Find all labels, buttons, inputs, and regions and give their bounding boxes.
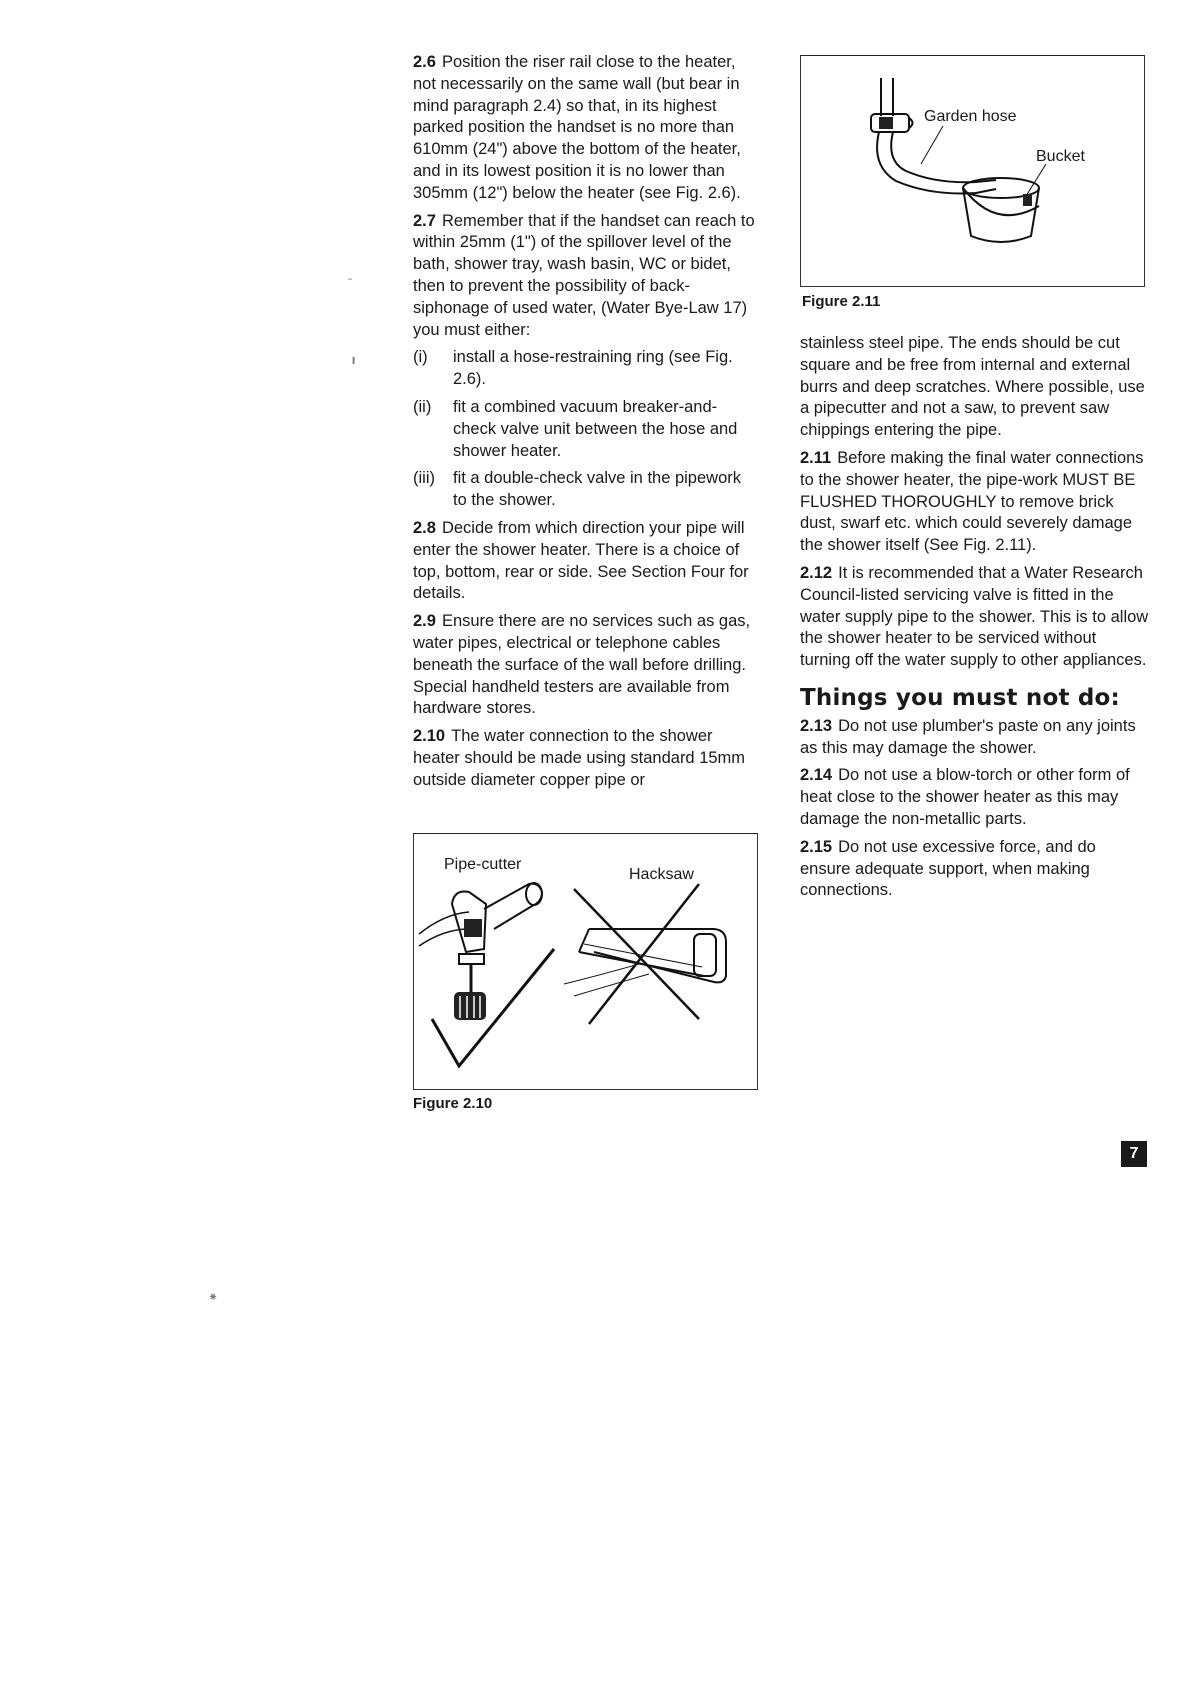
paragraph-text: Before making the final water connections to the shower heater, the pipe-work MUST BE FLUSHED THOROUGHLY to remove brick dust, swarf etc. which could severely damage the shower itself (See Fig. 2.11).	[800, 448, 1144, 555]
paragraph-number: 2.12	[800, 563, 833, 582]
paragraph-2-11	[800, 448, 1150, 557]
paragraph-text: Do not use excessive force, and do ensure adequate support, when making connections.	[800, 837, 1096, 900]
paragraph-text: Decide from which direction your pipe will enter the shower heater. There is a choice of top, bottom, rear or side. See Section Four for details.	[413, 518, 749, 603]
section-heading: Things you must not do:	[800, 684, 1120, 711]
paragraph-number: 2.10	[413, 727, 446, 746]
paragraph-2-12	[800, 563, 1150, 672]
list-marker: (ii)	[413, 397, 432, 416]
page-number-badge: 7	[1121, 1141, 1147, 1167]
paragraph-text: It is recommended that a Water Research Council-listed servicing valve is fitted in the water supply pipe to the shower. This is to allow the shower heater to be serviced without turning off the water supply to other appliances.	[800, 563, 1149, 670]
paragraph-number: 2.6	[413, 53, 436, 71]
garden-hose-label: Garden hose	[924, 108, 1017, 125]
right-column	[800, 333, 1150, 908]
left-column	[413, 52, 758, 798]
paragraph-number: 2.9	[413, 612, 436, 631]
paragraph-text: Ensure there are no services such as gas, water pipes, electrical or telephone cables beneath the surface of the wall before drilling. Special handheld testers are available from hardware stores.	[413, 612, 751, 718]
figure-2-11-caption: Figure 2.11	[802, 293, 881, 310]
paragraph-text: Remember that if the handset can reach to within 25mm (1") of the spillover level of the bath, shower tray, wash basin, WC or bidet, then to prevent the possibility of back-siphonage of used water, (Water Bye-Law 17) you must either:	[413, 211, 755, 339]
list-item	[413, 397, 758, 462]
hacksaw-label: Hacksaw	[629, 866, 694, 883]
paragraph-text: Do not use plumber's paste on any joints as this may damage the shower.	[800, 716, 1136, 757]
paragraph-2-15	[800, 837, 1150, 902]
list-text: install a hose-restraining ring (see Fig. 2.6).	[453, 348, 733, 389]
paragraph-number: 2.11	[800, 448, 832, 467]
list-marker: (i)	[413, 348, 428, 367]
pipe-cutter-vs-hacksaw-illustration	[414, 834, 757, 1089]
paragraph-text: Position the riser rail close to the heater, not necessarily on the same wall (but bear in mind paragraph 2.4) so that, in its highest parked position the handset is no more than 610mm (24") above the bottom of the heater, and in its lowest position it is no lower than 305mm (12") below the heater (see Fig. 2.6).	[413, 53, 741, 202]
bucket-label: Bucket	[1036, 148, 1085, 165]
paragraph-number: 2.13	[800, 716, 833, 735]
figure-2-10-caption: Figure 2.10	[413, 1095, 493, 1112]
scan-mark: ╻	[350, 350, 358, 364]
paragraph-2-13	[800, 716, 1150, 760]
scan-mark: ˗	[348, 270, 352, 284]
paragraph-2-14	[800, 765, 1150, 830]
figure-2-10	[413, 833, 758, 1090]
paragraph-continuation: stainless steel pipe. The ends should be cut square and be free from internal and external burrs and deep scratches. Where possible, use a pipecutter and not a saw, to prevent saw chippings entering the pipe.	[800, 334, 1145, 440]
scan-mark: ⁕	[208, 1290, 219, 1304]
paragraph-number: 2.7	[413, 211, 436, 230]
list-text: fit a combined vacuum breaker-and-check valve unit between the hose and shower heater.	[453, 397, 738, 460]
paragraph-text: The water connection to the shower heater should be made using standard 15mm outside diameter copper pipe or	[413, 727, 746, 789]
paragraph-2-7	[413, 211, 758, 342]
paragraph-text: Do not use a blow-torch or other form of heat close to the shower heater as this may damage the non-metallic parts.	[800, 766, 1130, 828]
paragraph-2-10	[413, 726, 758, 791]
hose-bucket-illustration	[801, 56, 1144, 286]
figure-2-11	[800, 55, 1145, 287]
paragraph-2-8	[413, 518, 758, 605]
paragraph-number: 2.14	[800, 766, 833, 785]
paragraph-2-9	[413, 611, 758, 720]
paragraph-number: 2.8	[413, 518, 436, 537]
paragraph-2-6	[413, 52, 758, 205]
list-item	[413, 347, 758, 391]
list-text: fit a double-check valve in the pipework to the shower.	[453, 469, 741, 510]
pipe-cutter-label: Pipe-cutter	[444, 856, 522, 873]
list-marker: (iii)	[413, 469, 435, 488]
list-item	[413, 468, 758, 512]
paragraph-number: 2.15	[800, 837, 833, 856]
